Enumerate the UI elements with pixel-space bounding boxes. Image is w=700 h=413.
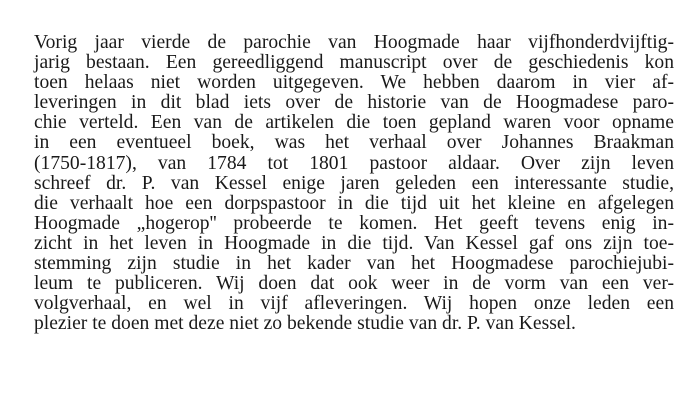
paragraph-line: in een eventueel boek, was het verhaal over Johannes Braakman	[34, 132, 674, 154]
paragraph-line: jarig bestaan. Een gereedliggend manuscript over de geschiedenis kon	[34, 52, 674, 74]
paragraph-line: leum te publiceren. Wij doen dat ook weer in de vorm van een ver-	[34, 273, 674, 295]
paragraph-line: volgverhaal, en wel in vijf afleveringen. Wij hopen onze leden een	[34, 293, 674, 315]
paragraph-line: stemming zijn studie in het kader van het Hoogmadese parochiejubi-	[34, 253, 674, 275]
paragraph-line: Hoogmade „hogerop'' probeerde te komen. Het geeft tevens enig in-	[34, 212, 674, 234]
paragraph-line: (1750-1817), van 1784 tot 1801 pastoor aldaar. Over zijn leven	[34, 152, 674, 174]
paragraph-line: leveringen in dit blad iets over de historie van de Hoogmadese paro-	[34, 92, 674, 114]
paragraph-line: chie verteld. Een van de artikelen die toen gepland waren voor opname	[34, 112, 674, 134]
paragraph-line: toen helaas niet worden uitgegeven. We hebben daarom in vier af-	[34, 72, 674, 94]
article-paragraph	[34, 33, 674, 334]
paragraph-line: Vorig jaar vierde de parochie van Hoogmade haar vijfhonderdvijftig-	[34, 32, 674, 53]
paragraph-line: die verhaalt hoe een dorpspastoor in die tijd uit het kleine en afgelegen	[34, 192, 674, 214]
paragraph-line: schreef dr. P. van Kessel enige jaren geleden een interessante studie,	[34, 172, 674, 194]
paragraph-line: plezier te doen met deze niet zo bekende studie van dr. P. van Kessel.	[34, 313, 576, 335]
paragraph-line: zicht in het leven in Hoogmade in die tijd. Van Kessel gaf ons zijn toe-	[34, 232, 674, 254]
